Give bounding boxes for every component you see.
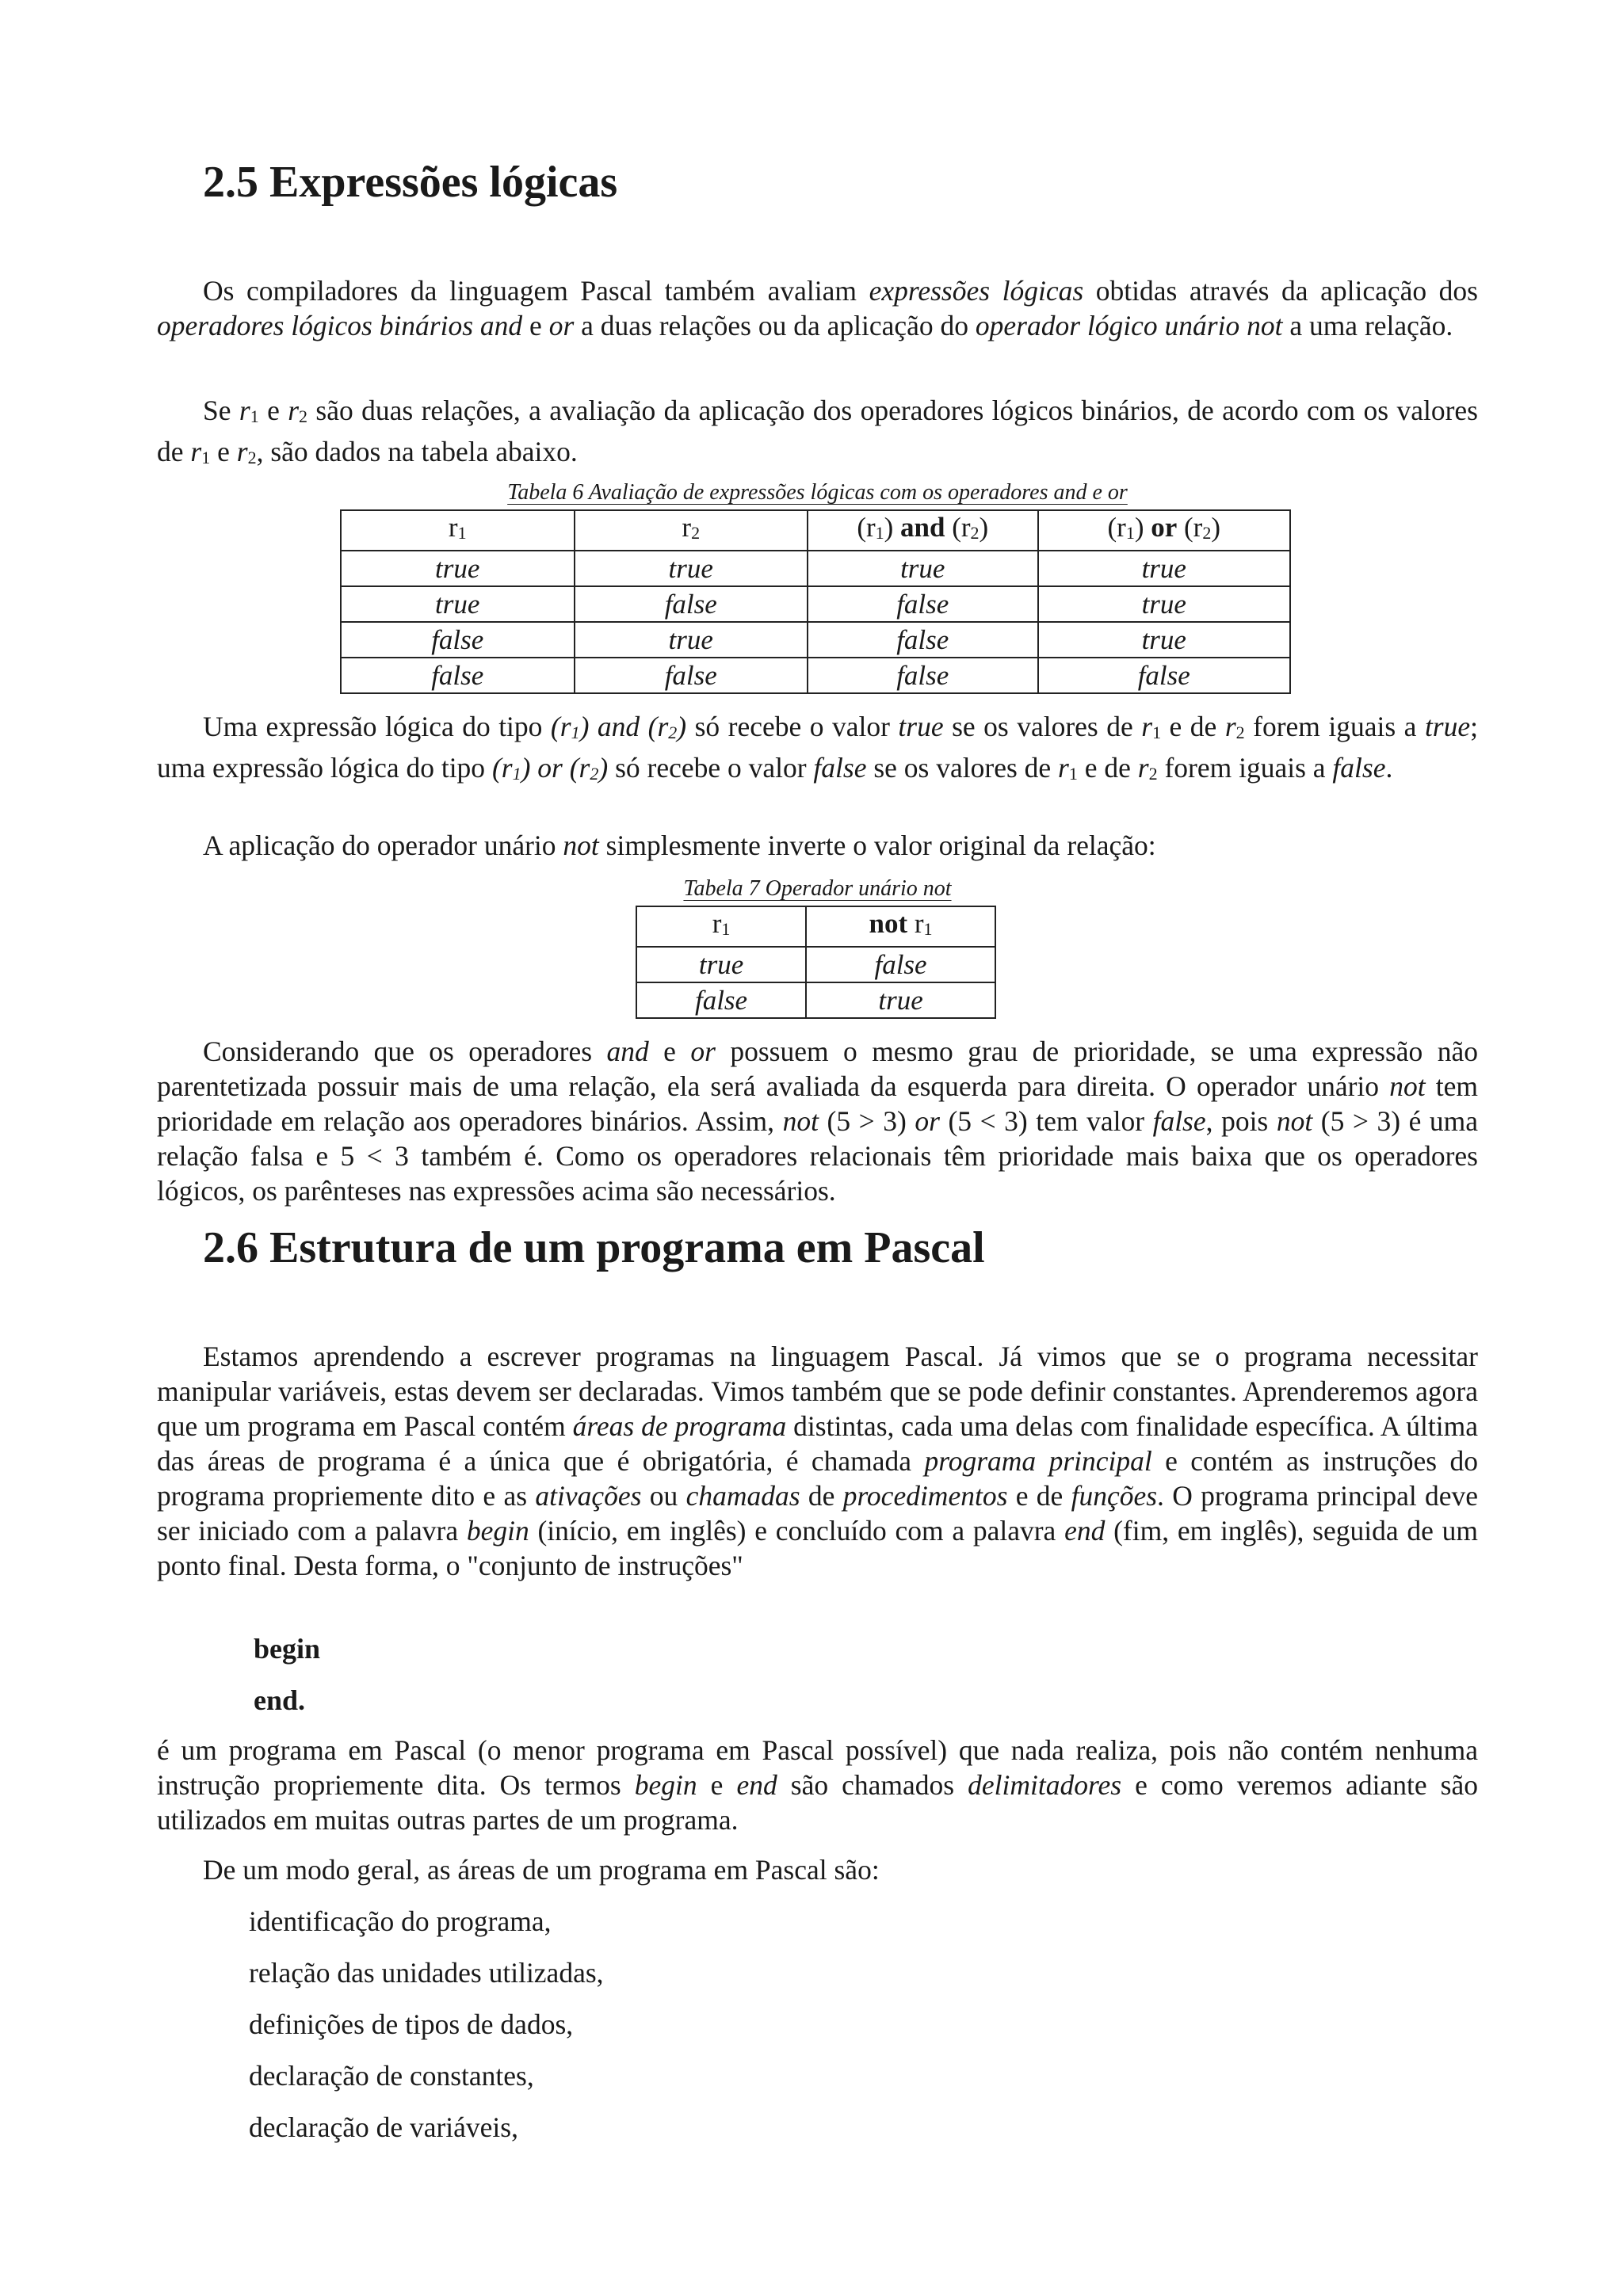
table-cell: false xyxy=(341,622,575,658)
table-row xyxy=(341,622,1290,658)
table-row xyxy=(636,947,995,982)
table-row xyxy=(341,551,1290,586)
table-cell: false xyxy=(808,658,1038,693)
list-item: declaração de variáveis, xyxy=(249,2111,518,2143)
table-cell: false xyxy=(1038,658,1290,693)
header-not-r1: not $r_1$ xyxy=(806,906,995,947)
code-end: end. xyxy=(254,1684,306,1716)
table-cell: true xyxy=(1038,551,1290,586)
table-cell: true xyxy=(808,551,1038,586)
table-cell: true xyxy=(341,551,575,586)
list-item: relação das unidades utilizadas, xyxy=(249,1957,604,1989)
table-6 xyxy=(340,509,1291,694)
list-item: declaração de constantes, xyxy=(249,2060,534,2092)
table-cell: false xyxy=(575,586,808,622)
table-cell: true xyxy=(636,947,806,982)
list-item: identificação do programa, xyxy=(249,1905,552,1937)
table-cell: true xyxy=(1038,622,1290,658)
table-6-caption: Tabela 6 Avaliação de expressões lógicas com os operadores and e or xyxy=(507,480,1128,505)
paragraph-2: Se $r_1$ e $r_2$ são duas relações, a avaliação da aplicação dos operadores lógicos binários, de acordo com os valores de $r_1$ e $r_2$, são dados na tabela abaixo. xyxy=(157,395,1478,467)
table-cell: false xyxy=(806,947,995,982)
section-2-6-heading: 2.6 Estrutura de um programa em Pascal xyxy=(203,1223,985,1272)
paragraph-4: A aplicação do operador unário not simplesmente inverte o valor original da relação: xyxy=(203,830,1156,861)
table-cell: true xyxy=(806,982,995,1018)
table-cell: true xyxy=(341,586,575,622)
header-r1: $r_1$ xyxy=(341,510,575,551)
table-row xyxy=(636,982,995,1018)
header-or: $(r_1)$ or $(r_2)$ xyxy=(1038,510,1290,551)
table-cell: true xyxy=(575,551,808,586)
table-cell: false xyxy=(575,658,808,693)
code-begin: begin xyxy=(254,1633,321,1665)
table-cell: false xyxy=(341,658,575,693)
header-and: $(r_1)$ and $(r_2)$ xyxy=(808,510,1038,551)
table-7-caption: Tabela 7 Operador unário not xyxy=(683,876,952,901)
paragraph-3: Uma expressão lógica do tipo $(r_1)$ and $(r_2)$ só recebe o valor true se os valores de $r_1$ e de $r_2$ forem iguais a true; uma expressão lógica do tipo $(r_1)$ or $(r_2)$ só recebe o valor false se os valores de $r_1$ e de $r_2$ forem iguais a false. xyxy=(157,711,1478,784)
table-cell: true xyxy=(1038,586,1290,622)
table-cell: false xyxy=(808,622,1038,658)
paragraph-7: é um programa em Pascal (o menor programa em Pascal possível) que nada realiza, pois não contém nenhuma instrução propriemente dita. Os termos begin e end são chamados delimitadores e como veremos adiante são utilizados em muitas outras partes de um programa. xyxy=(157,1734,1478,1836)
table-cell: false xyxy=(808,586,1038,622)
table-row xyxy=(341,586,1290,622)
section-2-5-heading: 2.5 Expressões lógicas xyxy=(203,158,618,207)
table-7 xyxy=(636,906,996,1019)
table-cell: false xyxy=(636,982,806,1018)
header-r1: $r_1$ xyxy=(636,906,806,947)
list-item: definições de tipos de dados, xyxy=(249,2008,574,2040)
table-header-row xyxy=(636,906,995,947)
paragraph-5: Considerando que os operadores and e or possuem o mesmo grau de prioridade, se uma expressão não parentetizada possuir mais de uma relação, ela será avaliada da esquerda para direita. O operador unário not tem prioridade em relação aos operadores binários. Assim, not (5 > 3) or (5 < 3) tem valor false, pois not (5 > 3) é uma relação falsa e 5 < 3 também é. Como os operadores relacionais têm prioridade mais baixa que os operadores lógicos, os parênteses nas expressões acima são necessários. xyxy=(157,1035,1479,1207)
paragraph-1: Os compiladores da linguagem Pascal também avaliam expressões lógicas obtidas através da aplicação dos operadores lógicos binários and e or a duas relações ou da aplicação do operador lógico unário not a uma relação. xyxy=(157,275,1478,341)
table-cell: true xyxy=(575,622,808,658)
header-r2: $r_2$ xyxy=(575,510,808,551)
table-header-row xyxy=(341,510,1290,551)
paragraph-6: Estamos aprendendo a escrever programas na linguagem Pascal. Já vimos que se o programa necessitar manipular variáveis, estas devem ser declaradas. Vimos também que se pode definir constantes. Aprenderemos agora que um programa em Pascal contém áreas de programa distintas, cada uma delas com finalidade específica. A última das áreas de programa é a única que é obrigatória, é chamada programa principal e contém as instruções do programa propriemente dito e as ativações ou chamadas de procedimentos e de funções. O programa principal deve ser iniciado com a palavra begin (início, em inglês) e concluído com a palavra end (fim, em inglês), seguida de um ponto final. Desta forma, o "conjunto de instruções" xyxy=(157,1341,1479,1581)
table-row xyxy=(341,658,1290,693)
paragraph-8: De um modo geral, as áreas de um programa em Pascal são: xyxy=(203,1854,880,1886)
